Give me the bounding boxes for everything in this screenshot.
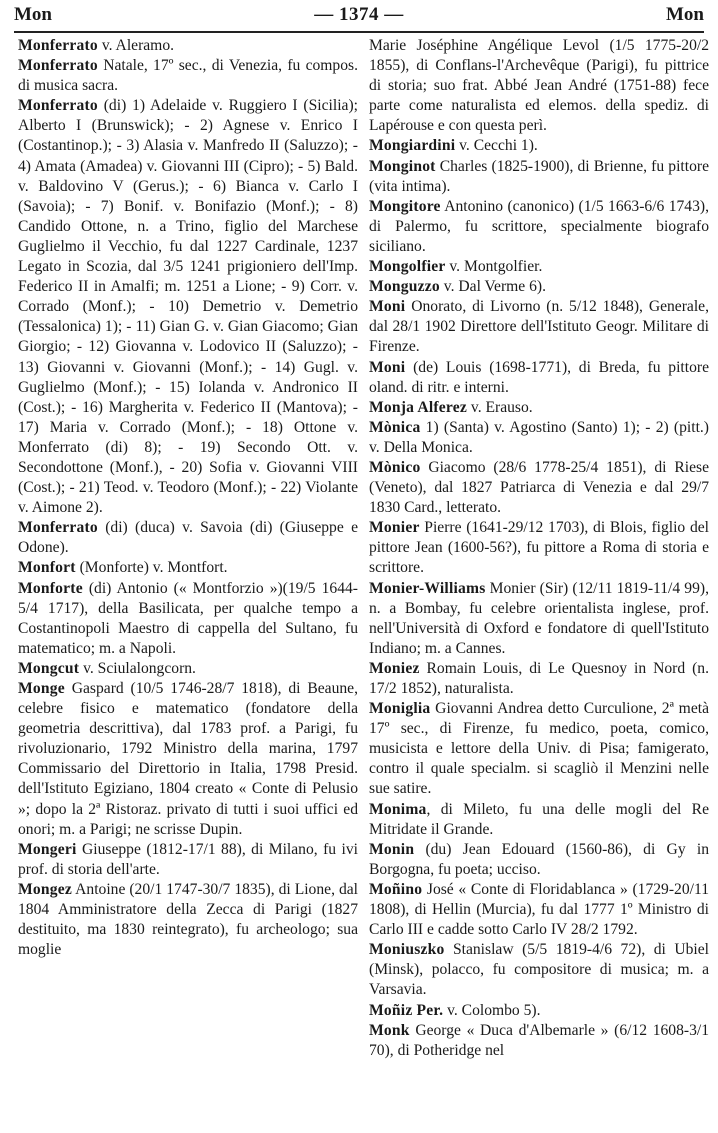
entry-headword: Monima [369, 800, 427, 818]
entry-headword: Mongez [18, 880, 73, 898]
entry-headword: Mònico [369, 458, 421, 476]
dictionary-entry [369, 518, 709, 578]
entry-text: (di) 1) Adelaide v. Ruggiero I (Sicilia); Alberto I (Brunswick); - 2) Agnese v. Enrico I (Costantinop.); - 3) Alasia v. Manfredo II (Saluzzo); - 4) Amata (Amadea) v. Giovanni III (Cipro); - 5) Bald. v. Baldovino V (Gerus.); - 6) Bianca v. Carlo I (Savoia); - 7) Bonif. v. Bonifazio (Monf.); - 8) Candido Ottone, n. a Trino, figlio del Marchese Guglielmo il Vecchio, fu dal 1227 Cardinale, 1237 Legato in Scozia, dal 3/5 1241 prigioniero dell'Imp. Federico II in Amalfi; m. 1251 a Lione; - 9) Corr. v. Corrado (Monf.); - 10) Demetrio v. Demetrio (Tessalonica) 1); - 11) Gian G. v. Gian Giacomo; Gian Giorgio; - 12) Giovanna v. Lodovico II (Saluzzo); - 13) Giovanni v. Giovanni (Monf.); - 14) Gugl. v. Guglielmo (Monf.); - 15) Iolanda v. Andronico II (Cost.); - 16) Margherita v. Federico II (Mantova); - 17) Maria v. Corrado (Monf.); - 18) Ottone v. Monferrato (di) 8); - 19) Secondo Ott. v. Secondottone (Monf.), - 20) Sofia v. Giovanni VIII (Cost.); - 21) Teod. v. Teodoro (Monf.); - 22) Violante v. Aimone 2). [18, 97, 358, 517]
header-rule [14, 31, 704, 33]
entry-headword: Monginot [369, 157, 436, 175]
entry-text: v. Erauso. [467, 398, 533, 416]
entry-text: (de) Louis (1698-1771), di Breda, fu pittore oland. di ritr. e interni. [369, 358, 709, 396]
entry-headword: Monferrato [18, 37, 98, 54]
entry-text: v. Dal Verme 6). [439, 278, 547, 296]
page-header [14, 2, 704, 28]
dictionary-entry [369, 800, 709, 840]
entry-headword: Moniuszko [369, 941, 445, 959]
dictionary-entry [369, 699, 709, 799]
entry-text: (di) Antonio (« Montforzio »)(19/5 1644-5/4 1717), della Basilicata, per qualche tempo a Costantinopoli Maestro di cappella del Sultano, fu matematico; m. a Napoli. [18, 579, 358, 657]
dictionary-entry [18, 840, 358, 880]
entry-headword: Moñiz Per. [369, 1001, 444, 1019]
entry-text: Antoine (20/1 1747-30/7 1835), di Lione, dal 1804 Amministratore della Zecca di Parigi (1827 destituito, ma 1830 reintegrato), fu archeologo; sua moglie [18, 880, 358, 959]
entry-text: Monier (Sir) (12/11 1819-11/4 99), n. a Bombay, fu celebre orientalista inglese, prof. nell'Università di Oxford e fondatore di quell'Istituto Indiano; m. a Cannes. [369, 579, 709, 657]
dictionary-entry [18, 579, 358, 659]
right-column [369, 36, 709, 1061]
entry-headword: Monferrato [18, 519, 98, 537]
entry-text: v. Montgolfier. [445, 258, 543, 276]
entry-text: Giuseppe (1812-17/1 88), di Milano, fu ivi prof. di storia dell'arte. [18, 840, 358, 878]
header-left-word: Mon [14, 4, 52, 25]
dictionary-entry [18, 659, 358, 679]
dictionary-entry [369, 840, 709, 880]
entry-text: (du) Jean Edouard (1560-86), di Gy in Borgogna, fu poeta; ucciso. [369, 840, 709, 878]
entry-text: Antonino (canonico) (1/5 1663-6/6 1743), di Palermo, fu scrittore, specialmente biografo siciliano. [369, 197, 709, 255]
dictionary-entry [369, 418, 709, 458]
dictionary-entry [369, 940, 709, 1000]
entry-text: Natale, 17º sec., di Venezia, fu compos. di musica sacra. [18, 57, 358, 95]
dictionary-entry [18, 56, 358, 96]
left-column [18, 36, 358, 960]
dictionary-entry [369, 36, 709, 136]
page-number: — 1374 — [314, 4, 404, 25]
entry-headword: Monja Alferez [369, 398, 468, 416]
entry-headword: Monge [18, 680, 65, 697]
entry-text: 1) (Santa) v. Agostino (Santo) 1); - 2) (pitt.) v. Della Monica. [369, 418, 709, 456]
entry-headword: Moni [369, 358, 406, 376]
header-right-word: Mon [666, 4, 704, 25]
dictionary-entry [18, 96, 358, 518]
entry-headword: Monin [369, 840, 415, 858]
entry-text: v. Cecchi 1). [455, 137, 538, 155]
entry-headword: Monferrato [18, 97, 98, 115]
entry-headword: Mongolfier [369, 258, 446, 276]
entry-text: Stanislaw (5/5 1819-4/6 72), di Ubiel (Minsk), polacco, fu compositore di musica; m. a Varsavia. [369, 941, 709, 999]
dictionary-entry [369, 358, 709, 398]
dictionary-entry [18, 679, 358, 840]
entry-text: Giacomo (28/6 1778-25/4 1851), di Riese (Veneto), dal 1827 Patriarca di Venezia e dal 29/7 1830 Card., letterato. [369, 458, 709, 517]
entry-headword: Monferrato [18, 57, 98, 75]
dictionary-entry [369, 136, 709, 156]
dictionary-entry [369, 257, 709, 277]
entry-text: Romain Louis, di Le Quesnoy in Nord (n. 17/2 1852), naturalista. [369, 659, 709, 697]
dictionary-entry [369, 197, 709, 257]
entry-headword: Monforte [18, 579, 83, 597]
entry-headword: Mònica [369, 418, 421, 436]
entry-headword: Mongeri [18, 840, 77, 858]
dictionary-entry [369, 297, 709, 357]
dictionary-entry [369, 880, 709, 940]
dictionary-entry [18, 880, 358, 960]
entry-headword: Moni [369, 298, 406, 316]
entry-text: , di Mileto, fu una delle mogli del Re Mitridate il Grande. [369, 800, 709, 838]
entry-headword: Moniglia [369, 700, 431, 718]
entry-headword: Mongcut [18, 659, 80, 677]
entry-text: (di) (duca) v. Savoia (di) (Giuseppe e Odone). [18, 519, 358, 557]
dictionary-entry [369, 1021, 709, 1061]
entry-text: v. Sciulalongcorn. [79, 659, 196, 677]
entry-text: Onorato, di Livorno (n. 5/12 1848), Generale, dal 28/1 1902 Direttore dell'Istituto Geogr. Militare di Firenze. [369, 298, 709, 356]
entry-headword: Monier-Williams [369, 579, 486, 597]
entry-headword: Monguzzo [369, 278, 440, 296]
dictionary-entry [18, 518, 358, 558]
entry-headword: Mongiardini [369, 137, 456, 155]
entry-headword: Monfort [18, 559, 76, 577]
dictionary-entry [369, 659, 709, 699]
dictionary-entry [369, 579, 709, 659]
entry-text: Giovanni Andrea detto Curculione, 2ª metà 17º sec., di Firenze, fu medico, poeta, comico, musicista e lettore della Univ. di Pisa; famigerato, contro il quale specialm. si scagliò il Menzini nelle sue satire. [369, 700, 709, 798]
entry-headword: Moñino [369, 880, 423, 898]
dictionary-entry [369, 458, 709, 518]
entry-text: Gaspard (10/5 1746-28/7 1818), di Beaune, celebre fisico e matematico (fondatore della geometria descrittiva), dal 1783 prof. a Parigi, fu rivoluzionario, 1792 Ministro della marina, 1797 Commissario del Direttorio in Italia, 1798 Presid. dell'Istituto Egiziano, 1804 creato « Conte di Pelusio »; dopo la 2ª Ristoraz. privato di tutti i suoi uffici ed onori; m. a Parigi; ne scrisse Dupin. [18, 680, 358, 838]
entry-text: Pierre (1641-29/12 1703), di Blois, figlio del pittore Jean (1600-56?), fu pittore a Roma di storia e scrittore. [369, 519, 709, 577]
dictionary-entry [369, 277, 709, 297]
entry-headword: Mongitore [369, 197, 441, 215]
entry-text: Charles (1825-1900), di Brienne, fu pittore (vita intima). [369, 157, 709, 195]
entry-text: v. Aleramo. [97, 37, 175, 54]
dictionary-entry [369, 1001, 709, 1021]
dictionary-entry [18, 558, 358, 578]
entry-text: v. Colombo 5). [443, 1001, 541, 1019]
entry-text: (Monforte) v. Montfort. [75, 559, 228, 577]
entry-text: Marie Joséphine Angélique Levol (1/5 1775-20/2 1855), di Conflans-l'Archevêque (Parigi), fu pittrice di storia; suo frat. Abbé Jean André (1751-88) fece parte come naturalista ed elemos. della spediz. di Lapérouse e con questa perì. [369, 37, 709, 135]
dictionary-entry [18, 36, 358, 56]
entry-headword: Moniez [369, 659, 420, 677]
entry-headword: Monier [369, 519, 420, 537]
entry-text: José « Conte di Floridablanca » (1729-20/11 1808), di Hellin (Murcia), fu dal 1777 1º Ministro di Carlo III e cadde sotto Carlo IV 28/2 1792. [369, 880, 709, 939]
entry-text: George « Duca d'Albemarle » (6/12 1608-3/1 70), di Potheridge nel [369, 1021, 709, 1059]
dictionary-entry [369, 157, 709, 197]
entry-headword: Monk [369, 1021, 410, 1039]
dictionary-entry [369, 398, 709, 418]
